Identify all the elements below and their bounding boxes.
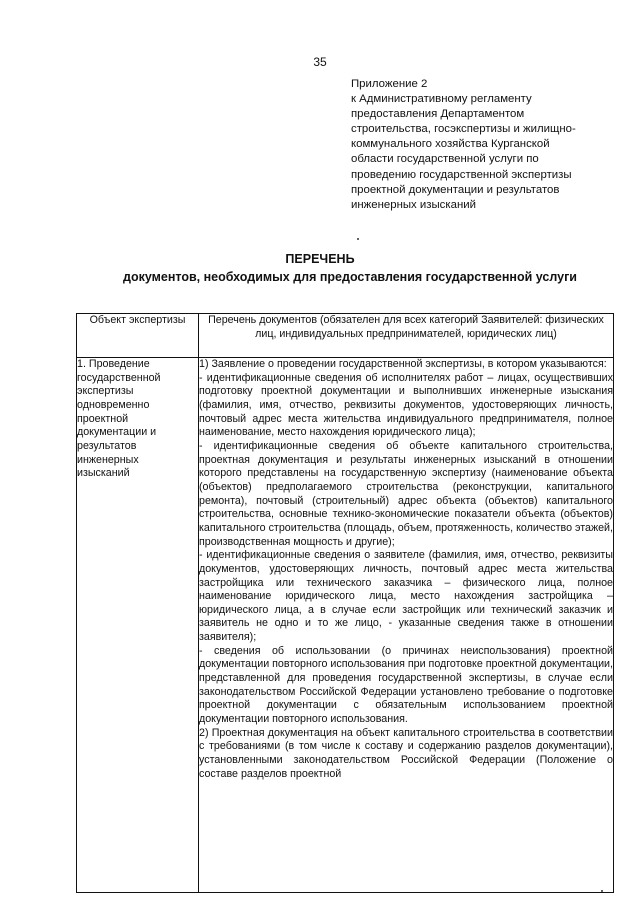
object-cell: [77, 358, 199, 893]
scan-speck: [601, 890, 603, 892]
document-paragraph: 2) Проектная документация на объект капитального строительства в соответствии с требованиями (в том числе к составу и содержанию разделов документации), установленными законодательством Российской Федерации (Положение о составе разделов проектной: [199, 726, 613, 780]
appendix-line: инженерных изысканий: [351, 198, 476, 211]
appendix-line: к Административному регламенту: [351, 93, 532, 106]
object-line: государственной: [77, 371, 161, 384]
appendix-line: проведению государственной экспертизы: [351, 168, 572, 181]
table-row: [77, 358, 614, 893]
object-line: документации и: [77, 426, 157, 439]
appendix-line: Приложение 2: [351, 78, 428, 90]
document-paragraph: - идентификационные сведения об исполнителях работ – лицах, осуществивших подготовку проектной документации и выполнивших инженерные изыскания (фамилия, имя, отчество, реквизиты документов, удостоверяющих личность, почтовый адрес места жительства индивидуального предпринимателя, полное наименование, место нахождения юридического лица);: [199, 371, 613, 439]
document-title: ПЕРЕЧЕНЬ: [285, 252, 355, 266]
documents-table: [76, 313, 614, 893]
appendix-block: [351, 77, 596, 213]
document-paragraph: - идентификационные сведения об объекте капитального строительства, проектная документация и результаты инженерных изысканий в отношении которого представлены на государственную экспертизу (наименование объекта (объектов) предполагаемого строительства (реконструкции, капитального ремонта), почтовый (строительный) адрес объекта (объектов) капитального строительства, основные технико-экономические показатели объекта (объектов) капитального строительства (площадь, объем, протяженность, количество этажей, производственная мощность и другие);: [199, 439, 613, 548]
appendix-line: предоставления Департаментом: [351, 108, 525, 121]
documents-cell: [199, 358, 614, 893]
appendix-line: области государственной услуги по: [351, 153, 539, 166]
appendix-line: строительства, госэкспертизы и жилищно-: [351, 123, 576, 136]
document-paragraph: 1) Заявление о проведении государственной экспертизы, в котором указываются:: [199, 358, 607, 370]
object-line: изысканий: [77, 467, 130, 480]
document-subtitle: документов, необходимых для предоставления государственной услуги: [123, 270, 577, 284]
object-line: проектной: [77, 412, 129, 425]
object-line: результатов: [77, 439, 137, 452]
object-line: 1. Проведение: [77, 358, 150, 370]
document-paragraph: - сведения об использовании (о причинах неиспользования) проектной документации повторного использования при подготовке проектной документации, представленной для проведения государственной экспертизы, в случае если законодательством Российской Федерации установлено требование о подготовке проектной документации с обязательным использованием проектной документации повторного использования.: [199, 644, 613, 726]
document-paragraph: - идентификационные сведения о заявителе (фамилия, имя, отчество, реквизиты документов, удостоверяющих личность, почтовый адрес места жительства застройщика или технического заказчика – физического лица, полное наименование юридического лица, место нахождения застройщика – юридического лица, а в случае если застройщик или технический заказчик и заявитель не одно и то же лицо, - указанные сведения также в отношении заявителя);: [199, 549, 613, 644]
object-line: экспертизы: [77, 385, 134, 398]
table-header-row: [77, 314, 614, 358]
header-documents: Перечень документов (обязателен для всех категорий Заявителей: физических лиц, индивидуальных предпринимателей, юридических лиц): [199, 314, 614, 358]
object-line: инженерных: [77, 453, 139, 466]
appendix-line: коммунального хозяйства Курганской: [351, 138, 550, 151]
object-line: одновременно: [77, 398, 150, 411]
appendix-line: проектной документации и результатов: [351, 183, 560, 196]
page-number: 35: [313, 55, 327, 69]
header-object: Объект экспертизы: [77, 314, 199, 358]
scan-speck: [357, 238, 359, 240]
